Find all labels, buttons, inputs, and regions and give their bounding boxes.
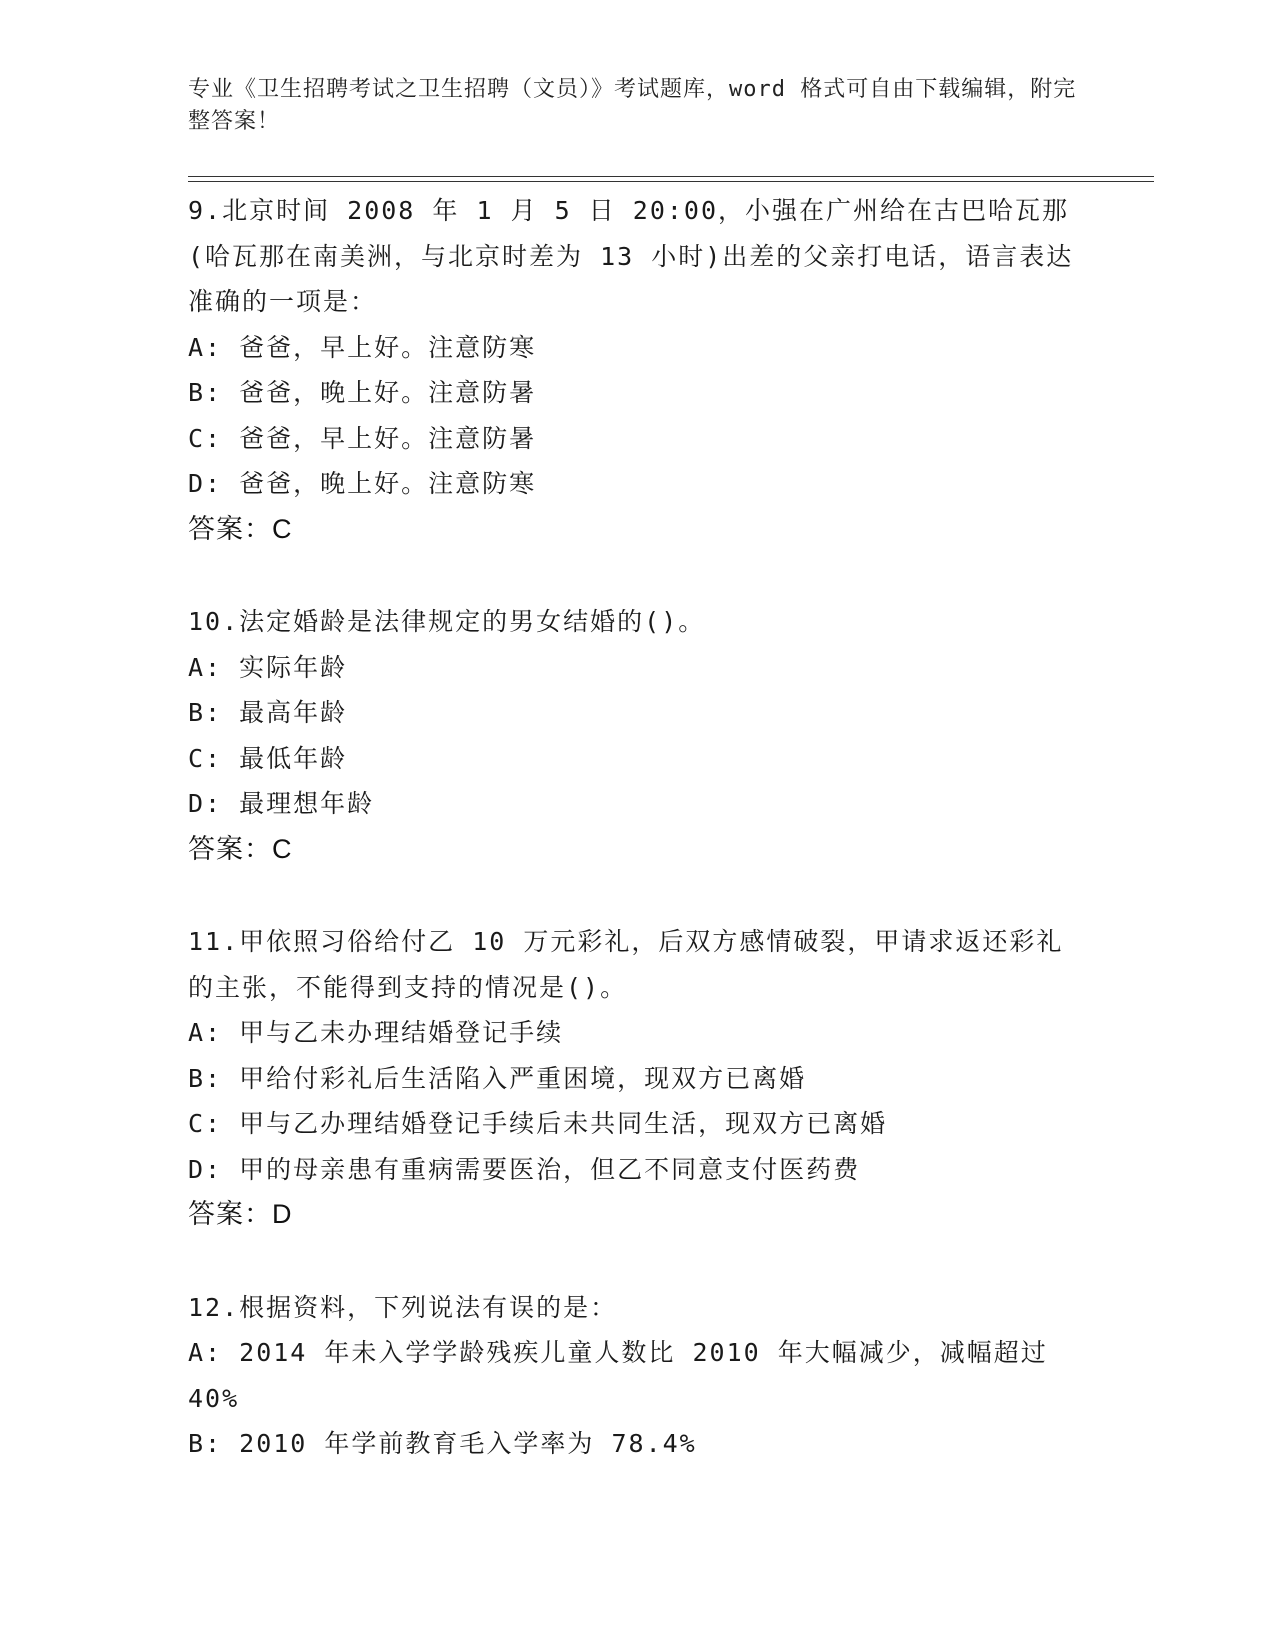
option-a: A: 甲与乙未办理结婚登记手续: [188, 1018, 564, 1047]
option-a: A: 2014 年未入学学龄残疾儿童人数比 2010 年大幅减少，减幅超过40%: [188, 1338, 1048, 1413]
question-item-10: [188, 599, 1088, 872]
question-stem: 12.根据资料，下列说法有误的是：: [188, 1292, 618, 1322]
question-item-11: [188, 919, 1088, 1238]
option-a: A: 实际年龄: [188, 652, 348, 682]
option-b: B: 最高年龄: [188, 698, 348, 727]
answer-value: C: [272, 513, 293, 544]
answer-line: [188, 827, 1088, 873]
answer-line: [188, 1192, 1088, 1238]
option-c: C: 最低年龄: [188, 743, 348, 773]
option-b: B: 2010 年学前教育毛入学率为 78.4%: [188, 1429, 697, 1458]
answer-line: [188, 507, 1088, 553]
question-item-12: [188, 1285, 1088, 1467]
option-a: A: 爸爸，早上好。注意防寒: [188, 332, 537, 362]
question-stem: 9.北京时间 2008 年 1 月 5 日 20:00，小强在广州给在古巴哈瓦那(哈瓦那在南美洲，与北京时差为 13 小时)出差的父亲打电话，语言表达准确的一项是：: [188, 196, 1074, 316]
answer-value: C: [272, 833, 293, 864]
page-header: 专业《卫生招聘考试之卫生招聘（文员）》考试题库，word 格式可自由下载编辑，附完整答案！: [188, 77, 1077, 134]
question-stem: 11.甲依照习俗给付乙 10 万元彩礼，后双方感情破裂，甲请求返还彩礼的主张，不能得到支持的情况是()。: [188, 927, 1064, 1002]
header-divider: [188, 176, 1154, 182]
option-b: B: 爸爸，晚上好。注意防暑: [188, 378, 537, 407]
option-c: C: 爸爸，早上好。注意防暑: [188, 423, 537, 453]
option-d: D: 最理想年龄: [188, 789, 375, 818]
option-b: B: 甲给付彩礼后生活陷入严重困境，现双方已离婚: [188, 1063, 807, 1093]
option-d: D: 甲的母亲患有重病需要医治，但乙不同意支付医药费: [188, 1154, 861, 1184]
answer-value: D: [272, 1199, 293, 1229]
answer-label: 答案：: [188, 513, 272, 544]
question-list: [188, 188, 1088, 1467]
question-stem: 10.法定婚龄是法律规定的男女结婚的()。: [188, 607, 706, 636]
option-d: D: 爸爸，晚上好。注意防寒: [188, 469, 537, 498]
question-item-9: [188, 188, 1088, 552]
answer-label: 答案：: [188, 1199, 272, 1229]
answer-label: 答案：: [188, 833, 272, 864]
option-c: C: 甲与乙办理结婚登记手续后未共同生活，现双方已离婚: [188, 1109, 888, 1138]
